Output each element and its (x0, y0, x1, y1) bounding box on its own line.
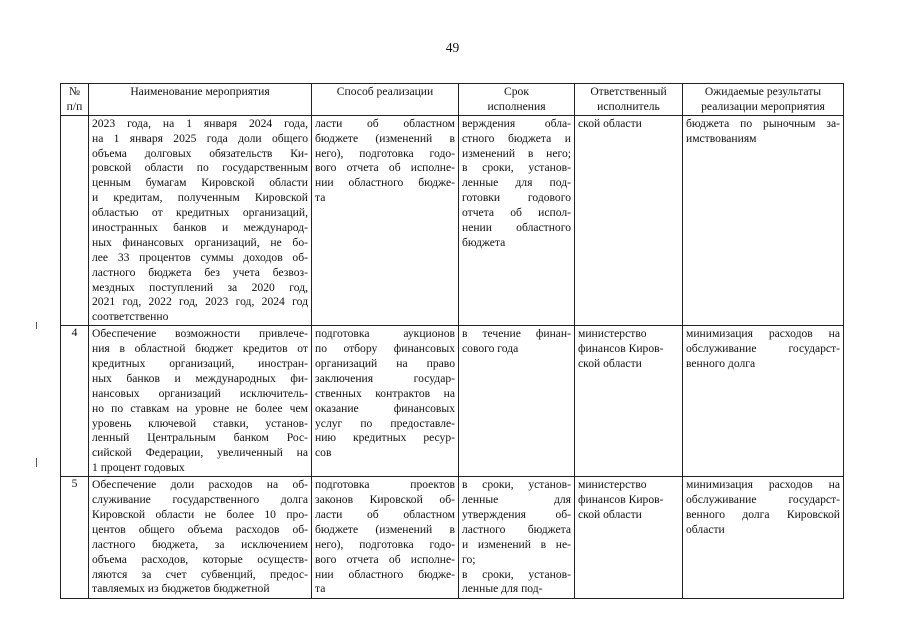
cell-text-line: него), подготовка годо- (315, 146, 455, 160)
cell-text-line: вого отчета об исполне- (315, 552, 455, 566)
cell-text-line: министерство (578, 478, 647, 492)
measures-table (60, 83, 844, 599)
cell-text-line: ленный Центральным банком Рос- (92, 431, 308, 445)
cell-text-line: ластного бюджета (462, 522, 571, 536)
table-body (61, 115, 844, 598)
header-text-line: Ответственный (590, 85, 667, 98)
cell-responsible (575, 326, 683, 477)
cell-text-line: минимизация расходов на (686, 478, 840, 492)
cell-text-line: кредитных организаций, иностран- (92, 357, 308, 371)
cell-text-line: ленные для под- (462, 176, 571, 190)
cell-text-line: та (315, 582, 326, 596)
header-text-line: Срок (504, 85, 529, 98)
cell-text-line: ственных контрактов на (315, 386, 455, 400)
cell-row-number: 5 (61, 477, 89, 599)
cell-text-line: на 1 января 2025 года доли общего (92, 131, 308, 145)
header-text-line: Ожидаемые результаты (704, 85, 822, 98)
cell-text-line: венного долга Кировской (686, 507, 840, 521)
cell-measure-name (89, 115, 312, 325)
cell-text-line: по отбору финансовых (315, 342, 455, 356)
cell-text-line: та (315, 191, 326, 205)
cell-text-line: верждения обла- (462, 116, 571, 130)
cell-method (312, 326, 459, 477)
cell-text-line: ных банков и международных фи- (92, 371, 308, 385)
cell-text-line: нансовых организаций исключитель- (92, 386, 308, 400)
cell-text-line: Кировской области не более 10 про- (92, 507, 308, 521)
cell-text-line: ласти об областном (315, 116, 455, 130)
cell-text-line: ленные для (462, 493, 571, 507)
header-deadline (459, 84, 575, 116)
cell-text-line: обслуживание государст- (686, 493, 840, 507)
cell-text-line: 2021 год, 2022 год, 2023 год, 2024 год (92, 295, 308, 309)
cell-text-line: законов Кировской об- (315, 493, 455, 507)
cell-text-line: областью от кредитных организаций, (92, 206, 308, 220)
cell-text-line: бюджете (изменений в (315, 522, 455, 536)
cell-text-line: в сроки, установ- (462, 478, 571, 492)
header-text-line: п/п (66, 99, 83, 113)
table-row (61, 115, 844, 325)
cell-text-line: сового года (462, 342, 519, 356)
cell-text-line: бюджета (462, 235, 506, 249)
header-text-line: исполнения (487, 99, 546, 113)
header-expected-results (683, 84, 844, 116)
cell-text-line: 1 процент годовых (92, 461, 185, 475)
cell-deadline (459, 477, 575, 599)
cell-text-line: служивание государственного долга (92, 493, 308, 507)
cell-text-line: ных финансовых организаций, не бо- (92, 235, 308, 249)
cell-text-line: отчета об испол- (462, 206, 571, 220)
cell-text-line: иностранных банков и международ- (92, 221, 308, 235)
cell-text-line: ской области (578, 116, 642, 130)
header-text-line: исполнитель (597, 99, 660, 113)
cell-text-line: и кредитам, полученным Кировской (92, 191, 308, 205)
table-header-row (61, 84, 844, 116)
cell-text-line: ния в областной бюджет кредитов от (92, 342, 308, 356)
cell-text-line: имствованиям (686, 131, 757, 145)
cell-expected-results (683, 115, 844, 325)
header-text-line: Способ реализации (336, 85, 434, 98)
header-responsible (575, 84, 683, 116)
cell-text-line: сов (315, 446, 332, 460)
cell-text-line: финансов Киров- (578, 342, 664, 356)
cell-responsible (575, 477, 683, 599)
table-row (61, 477, 844, 599)
header-number (61, 84, 89, 116)
header-text-line: реализации мероприятия (701, 99, 825, 113)
cell-text-line: тавляемых из бюджетов бюджетной (92, 582, 270, 596)
cell-text-line: оказание финансовых (315, 401, 455, 415)
cell-text-line: в сроки, установ- (462, 567, 571, 581)
cell-text-line: ласти об областном (315, 507, 455, 521)
cell-text-line: объема долговых обязательств Ки- (92, 146, 308, 160)
cell-text-line: объема расходов, которые осуществ- (92, 552, 308, 566)
cell-expected-results (683, 477, 844, 599)
cell-text-line: соответственно (92, 310, 169, 324)
cell-text-line: уровень ключевой ставки, установ- (92, 416, 308, 430)
cell-text-line: заключения государ- (315, 371, 455, 385)
cell-text-line: ластного бюджета без учета безвоз- (92, 265, 308, 279)
cell-text-line: нении областного (462, 221, 571, 235)
cell-measure-name (89, 326, 312, 477)
cell-text-line: и изменений в не- (462, 537, 571, 551)
margin-tick-mark (36, 458, 37, 467)
cell-text-line: нию кредитных ресур- (315, 431, 455, 445)
header-text-line: Наименование мероприятия (130, 85, 270, 98)
cell-expected-results (683, 326, 844, 477)
cell-text-line: стного бюджета и (462, 131, 571, 145)
cell-text-line: в течение финан- (462, 327, 571, 341)
cell-text-line: подготовка аукционов (315, 327, 455, 341)
cell-text-line: обслуживание государст- (686, 342, 840, 356)
cell-text-line: го; (462, 552, 476, 566)
cell-row-number: 4 (61, 326, 89, 477)
cell-text-line: Обеспечение возможности привлече- (92, 327, 308, 341)
cell-text-line: ляются за счет субвенций, предос- (92, 567, 308, 581)
cell-text-line: подготовка проектов (315, 478, 455, 492)
cell-text-line: центов общего объема расходов об- (92, 522, 308, 536)
cell-text-line: 2023 года, на 1 января 2024 года, (92, 116, 308, 130)
cell-text-line: ленные для под- (462, 582, 543, 596)
header-text-line: № (68, 85, 81, 98)
cell-text-line: него), подготовка годо- (315, 537, 455, 551)
cell-text-line: Обеспечение доли расходов на об- (92, 478, 308, 492)
cell-text-line: финансов Киров- (578, 493, 664, 507)
cell-text-line: лее 33 процентов суммы доходов об- (92, 250, 308, 264)
cell-text-line: министерство (578, 327, 647, 341)
cell-text-line: в сроки, установ- (462, 161, 571, 175)
page-number: 49 (445, 40, 460, 55)
cell-deadline (459, 115, 575, 325)
cell-text-line: ровской области по государственным (92, 161, 308, 175)
header-measure-name (89, 84, 312, 116)
cell-responsible (575, 115, 683, 325)
cell-text-line: венного долга (686, 357, 756, 371)
cell-text-line: сийской Федерации, увеличенный на (92, 446, 308, 460)
cell-text-line: нии областного бюдже- (315, 176, 455, 190)
cell-text-line: изменений в него; (462, 146, 571, 160)
cell-text-line: ской области (578, 357, 642, 371)
cell-text-line: организаций на право (315, 357, 455, 371)
cell-text-line: готовки годового (462, 191, 571, 205)
cell-method (312, 477, 459, 599)
cell-text-line: нии областного бюдже- (315, 567, 455, 581)
cell-row-number (61, 115, 89, 325)
cell-text-line: мездных поступлений за 2020 год, (92, 280, 308, 294)
cell-measure-name (89, 477, 312, 599)
cell-deadline (459, 326, 575, 477)
cell-text-line: но по ставкам на уровне не более чем (92, 401, 308, 415)
cell-text-line: услуг по предоставле- (315, 416, 455, 430)
cell-text-line: бюджета по рыночным за- (686, 116, 840, 130)
margin-tick-mark (36, 322, 37, 329)
cell-text-line: области (686, 522, 725, 536)
cell-text-line: ской области (578, 507, 642, 521)
cell-text-line: ценным бумагам Кировской области (92, 176, 308, 190)
cell-text-line: вого отчета об исполне- (315, 161, 455, 175)
cell-method (312, 115, 459, 325)
cell-text-line: ластного бюджета, за исключением (92, 537, 308, 551)
cell-text-line: утверждения об- (462, 507, 571, 521)
table-row (61, 326, 844, 477)
cell-text-line: бюджете (изменений в (315, 131, 455, 145)
header-method (312, 84, 459, 116)
cell-text-line: минимизация расходов на (686, 327, 840, 341)
